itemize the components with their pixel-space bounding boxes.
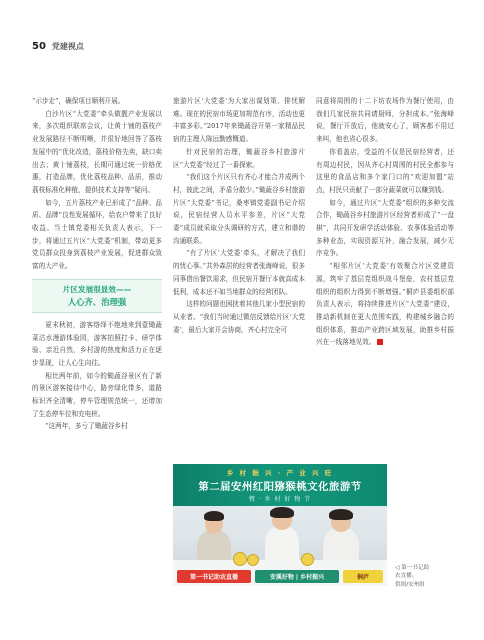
caption-line: 供图/安州组 <box>395 581 425 588</box>
paragraph <box>316 260 454 349</box>
caption-line: ◁ 第一书记助 <box>395 565 430 571</box>
paragraph: 如今，五片荔枝产业已形成了“品种、品质、品牌”良性发展循环，给农户带来了良好收益。当土镇党委相关负责人表示，下一步，将通过五片区“大党委”机制，带动更多党员群众投身到荔枝产业发展，促进群众致富的大产业。 <box>32 198 162 271</box>
paragraph: 针对民宿的治理，锄蔬谷乡村旅游片区“大党委”经过了一番探索。 <box>173 147 305 169</box>
paragraph: 如今，通过片区“大党委”组织的多种交流合作，锄蔬谷乡村旅游片区经营者形成了“一盘棋”，共同开发研学活动体验、农事体验活动等多种业态，实现资源互补，融合发展，减少无序竞争。 <box>316 198 454 258</box>
kiwi-fruit-icon <box>233 552 247 566</box>
paragraph: “示步走”，确保项目顺利开展。 <box>32 97 125 105</box>
page-number: 50 <box>32 40 46 52</box>
photo-caption <box>395 564 465 589</box>
banner-top-text: 乡 村 振 兴 · 产 业 兴 旺 <box>226 469 334 477</box>
paragraph: 相比两年前，如今的锄蔬谷景区有了新的景区游客接待中心，路旁绿化带多，道路标识齐全清晰，停车管理规范统一，还增加了生态停车位和充电桩。 <box>32 371 162 418</box>
section-title: 党建视点 <box>51 41 84 51</box>
paragraph: 你看盖店，受益的不仅是民宿经营者，还有周边村民，因从齐心村周围的村民全都参与这里的食品店和多个家门口的“欢迎加盟”站点，村民只贡献了一部分蔬菜就可以赚到钱。 <box>316 147 454 194</box>
banner-subtitle: 暨 · 乡 村 好 物 节 <box>248 496 312 503</box>
paragraph: “这两年，多亏了锄蔬谷乡村 <box>45 422 128 431</box>
section-subheading <box>32 279 162 313</box>
livestream-sign: 第一书记助农直播 <box>177 570 251 583</box>
kiwi-fruit-icon <box>247 554 259 566</box>
event-banner <box>173 464 387 506</box>
banner-title: 第二届安州红阳猕猴桃文化旅游节 <box>198 481 362 493</box>
subheading-line-2: 人心齐、治理强 <box>67 296 127 307</box>
column-2 <box>173 95 305 336</box>
event-photo <box>173 464 387 586</box>
kiwi-fruit-icon <box>301 553 314 566</box>
paragraph: 夏末秋初，游客络绎不绝地来到壹锄蔬菜沽水漫游体验园，游客拍照打卡、研学体验、亲近自然，乡村游的热度和活力正在逐步显现，让人心生向往。 <box>32 320 162 367</box>
booth-sign: 桐庐 <box>343 570 383 583</box>
promo-sign: 安溪好物 | 乡村振兴 <box>255 570 339 583</box>
column-3 <box>316 95 454 349</box>
paragraph: 旅游片区‘大党委’为大家出谋划策、排忧解难。现在的民宿市场更加规范有序，活动也更丰富多彩。”2017年来锄蔬谷开第一家精品民宿的主理人陈远勤感慨道。 <box>173 97 305 144</box>
person-hair <box>329 509 353 520</box>
person-hair <box>270 507 294 518</box>
paragraph: 白沙片区“大党委”牵头做靓产业发展以来，多次组织联席会议，让黄十铺的荔枝产业发展路径不断明晰，并很好地回答了荔枝发展中的“优化改造，荔枝价格先卖，缺口卖出去；黄十铺荔枝，长期可通过统一价格优惠，打造品牌，优化荔枝品种、品质，推动荔枝标准化种植，提供技术支持等”疑问。 <box>32 109 162 194</box>
paragraph-text: “相邻片区‘大党委’有效聚合片区党建资源，筑牢了基层党组织战斗堡垒，农村基层党组织的组织力得到不断增强。”桐庐县委组织部负责人表示，将持续推进片区“大党委”建设，推动新机制在更大范围实践，构建城乡融合的组织体系，推动产业跨区域发展，助推乡村振兴在一线落地见效。 <box>316 262 454 347</box>
caption-line: 农直播。 <box>395 573 418 580</box>
paragraph: “我们这个片区只有齐心才能合并成两个村，彼此之间，矛盾分散少。”锄蔬谷乡村旅游片区“大党委”书记，桑枣镇党委副书记介绍说，民宿经营人员水平参差，片区“大党委”成员就采取分头调研的方式，建立和谐的沟通联系。 <box>173 173 305 245</box>
paragraph: 同意将周围的十二下坊农场作为餐厅使用，由我们几家民宿共同请厨师，分担成本。”张海峰说，餐厅开放后，他就安心了，顾客都不用过来叫，他也省心很多。 <box>316 97 454 144</box>
subheading-line-1: 片区发展很显效—— <box>62 284 132 294</box>
page-header <box>32 40 84 52</box>
paragraph: “有了片区‘大党委’牵头，才解决了我们的忧心事。”共外森居的经营者张海峰说，很多同事借出餐饮需求，但民宿开餐厅本就高成本低利，成本还不如当地群众的经营团队。 <box>173 249 305 296</box>
column-1 <box>32 95 162 433</box>
person-hair <box>204 511 224 521</box>
end-mark-icon <box>377 339 383 345</box>
paragraph: 这样的问题也困扰着其他几家小型民宿的从业者。“我们当时通过微信反馈给片区‘大党委’，最后大家开会协商，齐心村完全可 <box>173 300 305 334</box>
